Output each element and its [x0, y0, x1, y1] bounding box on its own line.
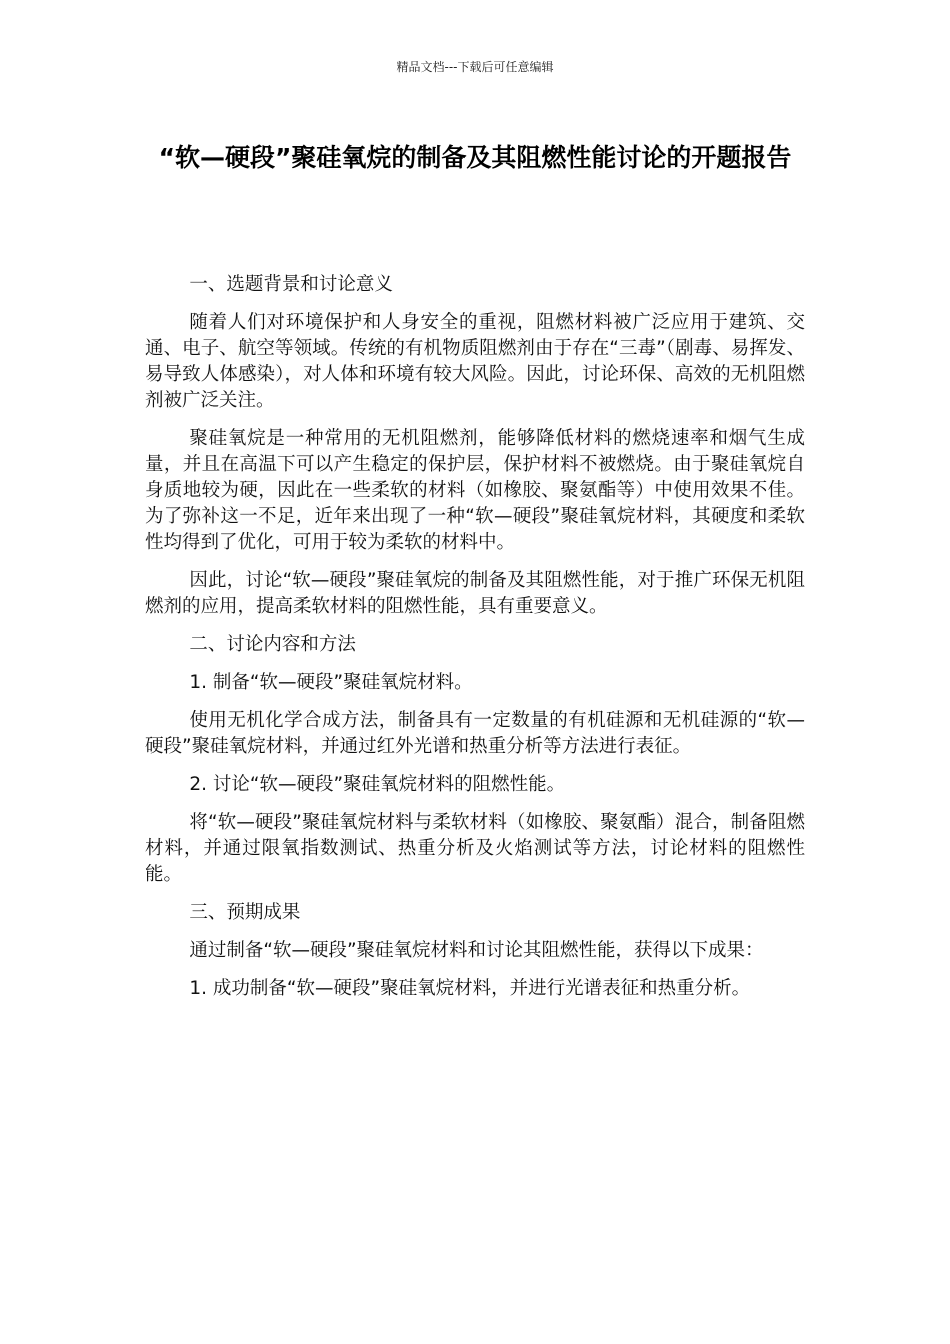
method-item-1-text: 使用无机化学合成方法，制备具有一定数量的有机硅源和无机硅源的“软—硬段”聚硅氧烷材料，并通过红外光谱和热重分析等方法进行表征。	[145, 710, 805, 757]
section-heading-methods: 二、讨论内容和方法	[189, 634, 356, 655]
paragraph-background-3: 因此，讨论“软—硬段”聚硅氧烷的制备及其阻燃性能，对于推广环保无机阻燃剂的应用，提高柔软材料的阻燃性能，具有重要意义。	[145, 570, 805, 617]
document-title: “软—硬段”聚硅氧烷的制备及其阻燃性能讨论的开题报告	[158, 143, 792, 172]
paragraph-background-2: 聚硅氧烷是一种常用的无机阻燃剂，能够降低材料的燃烧速率和烟气生成量，并且在高温下可以产生稳定的保护层，保护材料不被燃烧。由于聚硅氧烷自身质地较为硬，因此在一些柔软的材料（如橡胶、聚氨酯等）中使用效果不佳。为了弥补这一不足，近年来出现了一种“软—硬段”聚硅氧烷材料，其硬度和柔软性均得到了优化，可用于较为柔软的材料中。	[145, 428, 805, 553]
document-body	[145, 272, 805, 1014]
method-item-2-title: 2. 讨论“软—硬段”聚硅氧烷材料的阻燃性能。	[189, 774, 566, 795]
section-heading-results: 三、预期成果	[189, 902, 301, 923]
method-item-2-text: 将“软—硬段”聚硅氧烷材料与柔软材料（如橡胶、聚氨酯）混合，制备阻燃材料，并通过限氧指数测试、热重分析及火焰测试等方法，讨论材料的阻燃性能。	[145, 812, 805, 885]
section-heading-background: 一、选题背景和讨论意义	[189, 274, 393, 295]
page-header: 精品文档---下载后可任意编辑	[396, 60, 554, 74]
results-intro: 通过制备“软—硬段”聚硅氧烷材料和讨论其阻燃性能，获得以下成果：	[189, 940, 764, 961]
paragraph-background-1: 随着人们对环境保护和人身安全的重视，阻燃材料被广泛应用于建筑、交通、电子、航空等领域。传统的有机物质阻燃剂由于存在“三毒”（剧毒、易挥发、易导致人体感染），对人体和环境有较大风险。因此，讨论环保、高效的无机阻燃剂被广泛关注。	[145, 312, 805, 411]
method-item-1-title: 1. 制备“软—硬段”聚硅氧烷材料。	[189, 672, 473, 693]
result-item-1: 1. 成功制备“软—硬段”聚硅氧烷材料，并进行光谱表征和热重分析。	[189, 978, 751, 999]
